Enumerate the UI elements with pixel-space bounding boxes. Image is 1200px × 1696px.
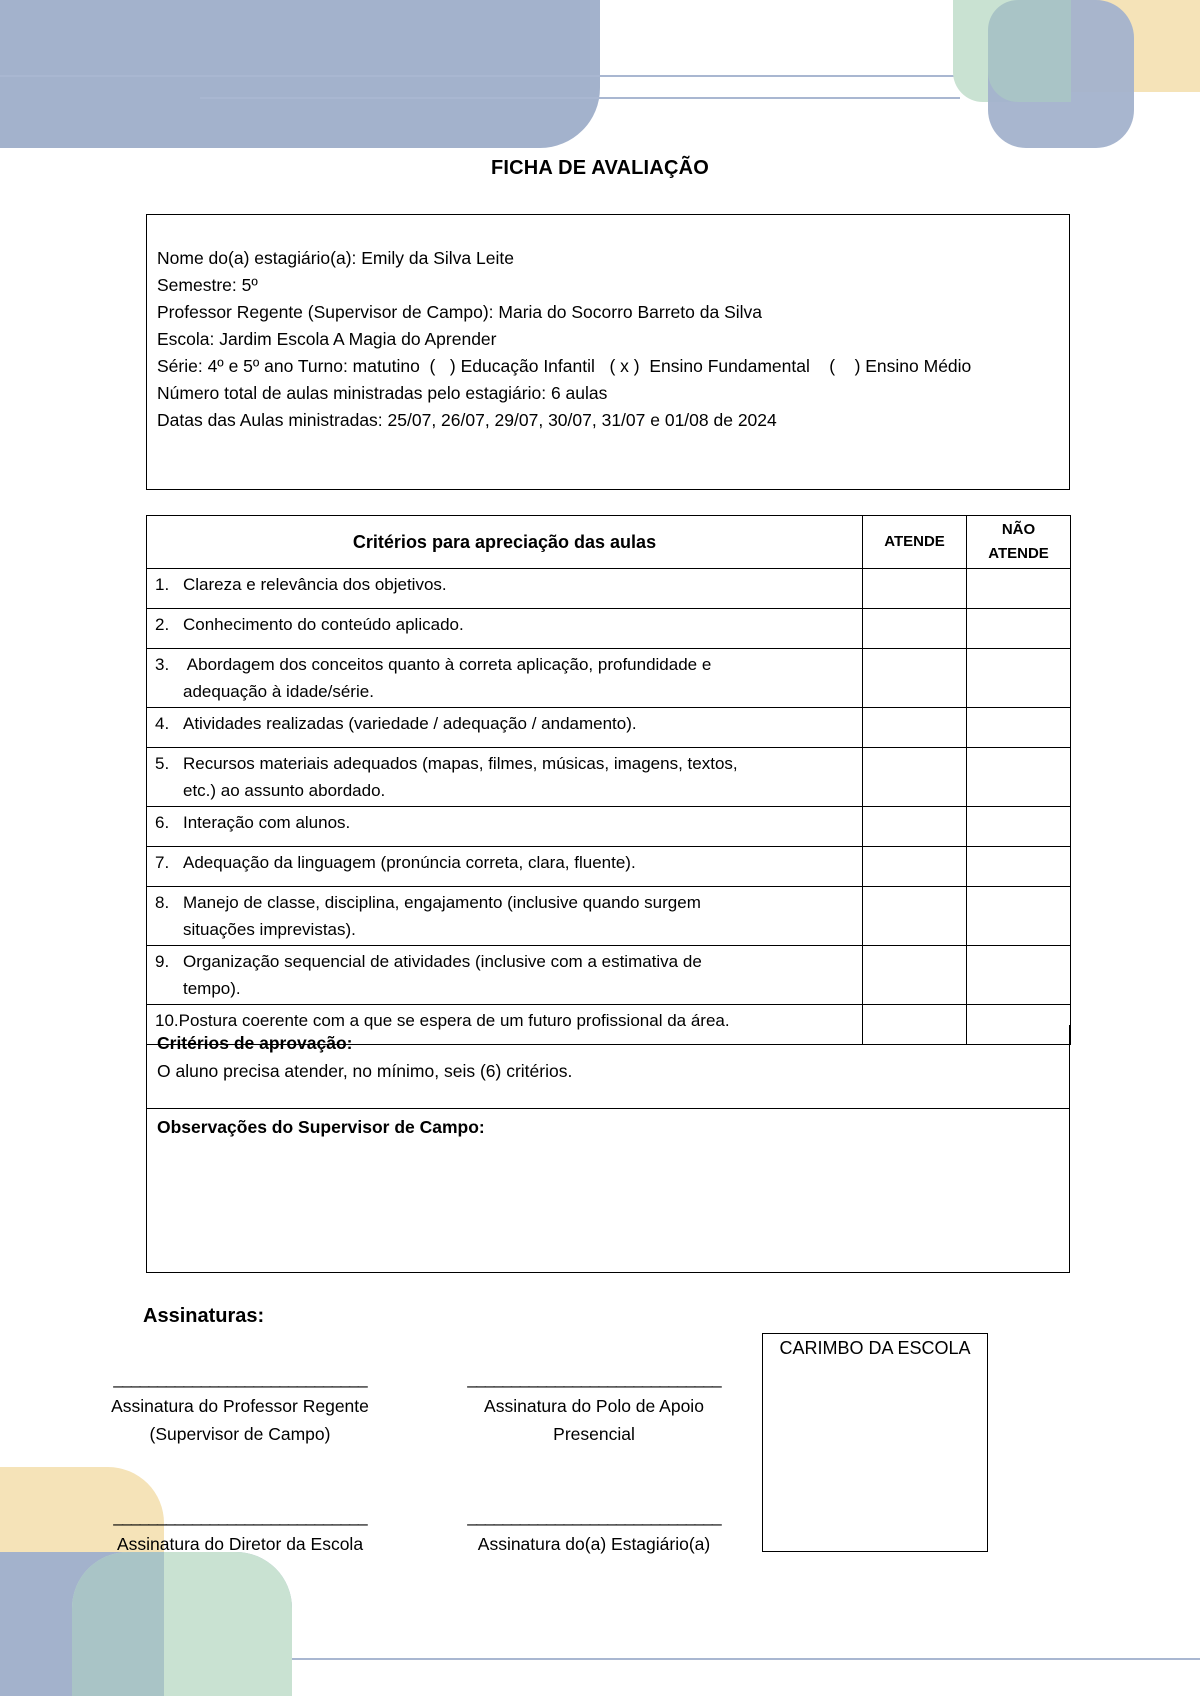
criteria-header: Critérios para apreciação das aulas — [147, 516, 863, 569]
nao-atende-header — [967, 516, 1071, 569]
criterion-text: Postura coerente com a que se espera de um futuro profissional da área. — [178, 1011, 730, 1030]
criterion-1 — [147, 569, 863, 609]
total-classes: Número total de aulas ministradas pelo estagiário: 6 aulas — [157, 383, 608, 403]
criterion-number: 5. — [155, 754, 170, 773]
criterion-text: Conhecimento do conteúdo aplicado. — [183, 615, 464, 634]
observations-box[interactable] — [146, 1108, 1070, 1273]
approval-heading: Critérios de aprovação: — [157, 1033, 353, 1053]
table-row — [147, 569, 1071, 609]
atende-cell[interactable] — [863, 847, 967, 887]
signature-line: _____________________________ — [113, 1368, 367, 1388]
school-stamp-label: CARIMBO DA ESCOLA — [779, 1338, 971, 1358]
school: Escola: Jardim Escola A Magia do Aprender — [157, 329, 497, 349]
criterion-5 — [147, 748, 863, 807]
header-rule-second — [200, 97, 960, 99]
signature-line: _____________________________ — [113, 1506, 367, 1526]
signature-diretor — [82, 1502, 398, 1558]
nao-atende-cell[interactable] — [967, 748, 1071, 807]
header-blue-block — [0, 0, 600, 148]
criterion-number: 2. — [155, 615, 170, 634]
criterion-text-cont: tempo). — [183, 979, 241, 998]
nao-atende-cell[interactable] — [967, 569, 1071, 609]
nao-atende-cell[interactable] — [967, 807, 1071, 847]
signature-polo — [436, 1364, 752, 1448]
criterion-number: 4. — [155, 714, 170, 733]
school-stamp-box — [762, 1333, 988, 1552]
criterion-text-cont: adequação à idade/série. — [183, 682, 374, 701]
table-row — [147, 609, 1071, 649]
criterion-text-cont: etc.) ao assunto abordado. — [183, 781, 386, 800]
supervisor: Professor Regente (Supervisor de Campo): Maria do Socorro Barreto da Silva — [157, 302, 762, 322]
class-dates: Datas das Aulas ministradas: 25/07, 26/07, 29/07, 30/07, 31/07 e 01/08 de 2024 — [157, 410, 777, 430]
criteria-table — [146, 515, 1071, 1045]
nao-atende-cell[interactable] — [967, 847, 1071, 887]
signature-estagiario-label: Assinatura do(a) Estagiário(a) — [477, 1534, 711, 1554]
criterion-text: Organização sequencial de atividades (inclusive com a estimativa de — [183, 952, 702, 971]
atende-cell[interactable] — [863, 946, 967, 1005]
table-row — [147, 847, 1071, 887]
criterion-number: 9. — [155, 952, 170, 971]
criterion-number: 6. — [155, 813, 170, 832]
criterion-number: 10. — [155, 1011, 179, 1030]
criteria-header-row — [147, 516, 1071, 569]
table-row — [147, 946, 1071, 1005]
atende-cell[interactable] — [863, 887, 967, 946]
signature-polo-label-1: Assinatura do Polo de Apoio — [484, 1396, 704, 1416]
criterion-text-cont: situações imprevistas). — [183, 920, 356, 939]
nao-atende-cell[interactable] — [967, 946, 1071, 1005]
criterion-6 — [147, 807, 863, 847]
signatures-title: Assinaturas: — [143, 1305, 265, 1327]
table-row — [147, 887, 1071, 946]
signature-line: _____________________________ — [467, 1368, 721, 1388]
nao-atende-cell[interactable] — [967, 609, 1071, 649]
table-row — [147, 807, 1071, 847]
criterion-7 — [147, 847, 863, 887]
nao-atende-cell[interactable] — [967, 708, 1071, 748]
grade-shift: Série: 4º e 5º ano Turno: matutino ( ) Educação Infantil ( x ) Ensino Fundamental ( ) Ensino Médio — [157, 356, 972, 376]
semester: Semestre: 5º — [157, 275, 258, 295]
criterion-number: 3. — [155, 655, 170, 674]
table-row — [147, 708, 1071, 748]
criterion-text: Manejo de classe, disciplina, engajamento (inclusive quando surgem — [183, 893, 701, 912]
signature-professor — [82, 1364, 398, 1448]
criterion-number: 7. — [155, 853, 170, 872]
nao-atende-header-line1: NÃO — [1001, 521, 1036, 538]
criterion-number: 8. — [155, 893, 170, 912]
atende-cell[interactable] — [863, 569, 967, 609]
footer-teal-overlap — [72, 1552, 164, 1696]
signature-estagiario — [436, 1502, 752, 1558]
footer-rule — [292, 1658, 1200, 1660]
atende-cell[interactable] — [863, 807, 967, 847]
signature-polo-label-2: Presencial — [553, 1424, 635, 1444]
criterion-text: Clareza e relevância dos objetivos. — [183, 575, 447, 594]
header-teal-overlap — [988, 0, 1071, 102]
criterion-text: Atividades realizadas (variedade / adequação / andamento). — [183, 714, 637, 733]
page-title: FICHA DE AVALIAÇÃO — [490, 157, 710, 179]
criterion-text: Recursos materiais adequados (mapas, filmes, músicas, imagens, textos, — [183, 754, 738, 773]
observations-heading: Observações do Supervisor de Campo: — [157, 1117, 485, 1137]
nao-atende-cell[interactable] — [967, 649, 1071, 708]
criterion-number: 1. — [155, 575, 170, 594]
criterion-4 — [147, 708, 863, 748]
signature-professor-label-1: Assinatura do Professor Regente — [111, 1396, 369, 1416]
criterion-8 — [147, 887, 863, 946]
atende-header: ATENDE — [863, 516, 967, 569]
signature-line: _____________________________ — [467, 1506, 721, 1526]
approval-text: O aluno precisa atender, no mínimo, seis (6) critérios. — [157, 1061, 573, 1081]
signature-professor-label-2: (Supervisor de Campo) — [149, 1424, 331, 1444]
atende-cell[interactable] — [863, 649, 967, 708]
nao-atende-cell[interactable] — [967, 887, 1071, 946]
criterion-9 — [147, 946, 863, 1005]
atende-cell[interactable] — [863, 609, 967, 649]
criterion-2 — [147, 609, 863, 649]
table-row — [147, 649, 1071, 708]
atende-cell[interactable] — [863, 748, 967, 807]
trainee-name: Nome do(a) estagiário(a): Emily da Silva Leite — [157, 248, 514, 268]
criterion-text: Interação com alunos. — [183, 813, 351, 832]
signature-diretor-label: Assinatura do Diretor da Escola — [116, 1534, 364, 1554]
trainee-info-box — [146, 214, 1070, 490]
criterion-text: Adequação da linguagem (pronúncia correta, clara, fluente). — [183, 853, 636, 872]
approval-criteria-box — [146, 1025, 1070, 1109]
nao-atende-header-line2: ATENDE — [988, 545, 1049, 562]
criterion-text: Abordagem dos conceitos quanto à correta aplicação, profundidade e — [183, 655, 712, 674]
criterion-3 — [147, 649, 863, 708]
table-row — [147, 748, 1071, 807]
atende-cell[interactable] — [863, 708, 967, 748]
